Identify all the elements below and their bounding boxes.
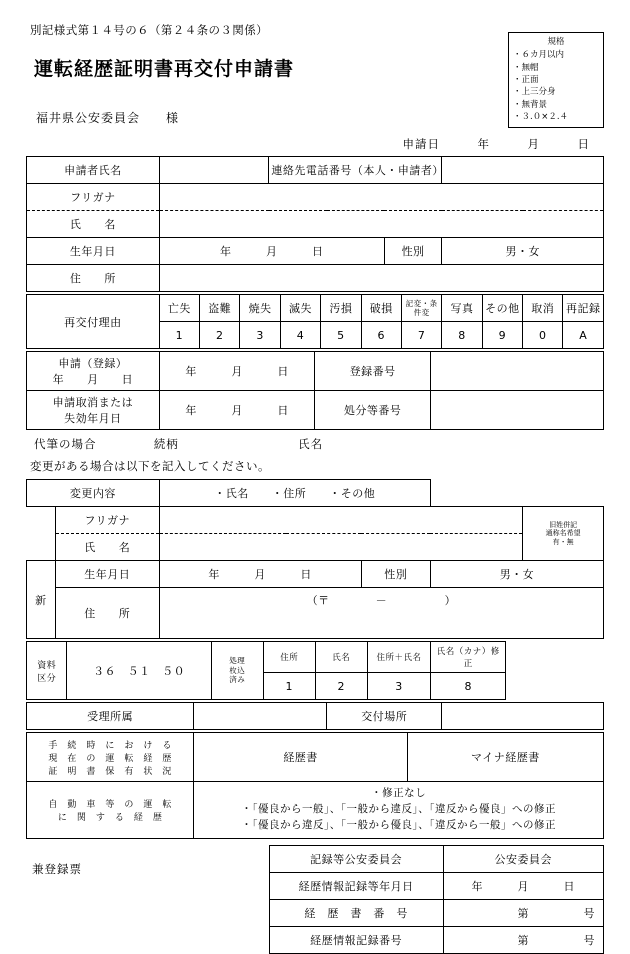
fee-process-label bbox=[211, 642, 263, 700]
new-label: 新 bbox=[27, 561, 56, 639]
apply-reg-label-line1: 申請（登録） bbox=[58, 357, 128, 370]
registration-no-value[interactable] bbox=[430, 352, 603, 391]
fee-col-head: 住所＋氏名 bbox=[367, 642, 431, 673]
fee-col-head: 住所 bbox=[263, 642, 315, 673]
registration-no-label: 登録番号 bbox=[315, 352, 430, 391]
address-label: 住 所 bbox=[27, 265, 160, 292]
furigana-label: フリガナ bbox=[27, 184, 160, 211]
cancel-date-label-line2: 失効年月日 bbox=[64, 412, 122, 425]
fee-col-value[interactable]: 8 bbox=[431, 673, 506, 700]
status-label bbox=[27, 733, 194, 782]
record-value-prefix: 第 bbox=[517, 907, 530, 920]
photo-spec-item: ・ 無背景 bbox=[513, 99, 599, 111]
birth-value[interactable]: 年 月 日 bbox=[159, 238, 384, 265]
disposal-no-label: 処分等番号 bbox=[315, 391, 430, 430]
reissue-table bbox=[26, 294, 604, 349]
reissue-code[interactable]: 5 bbox=[321, 322, 361, 349]
photo-spec-title: 規格 bbox=[547, 37, 565, 47]
office-table bbox=[26, 702, 604, 730]
stamp-line1: 旧姓併記 bbox=[549, 520, 578, 529]
name-value[interactable] bbox=[159, 211, 603, 238]
change-stamp-cell bbox=[523, 507, 604, 561]
status-label-line3: 証 明 書 保 有 状 況 bbox=[48, 766, 172, 777]
reissue-code[interactable]: 1 bbox=[159, 322, 199, 349]
reissue-code[interactable]: 6 bbox=[361, 322, 401, 349]
status-history-table bbox=[26, 732, 604, 839]
photo-spec-box bbox=[508, 32, 604, 128]
history-label-line2: に 関 す る 経 歴 bbox=[57, 813, 163, 823]
change-gender-label: 性別 bbox=[361, 561, 430, 588]
gender-value[interactable]: 男・女 bbox=[442, 238, 604, 265]
stamp-line2: 通称名希望 bbox=[545, 529, 581, 538]
reissue-reason[interactable]: 汚損 bbox=[321, 295, 361, 322]
page-title: 運転経歴証明書再交付申請書 bbox=[34, 58, 295, 80]
fee-col-value[interactable]: 1 bbox=[263, 673, 315, 700]
cancel-date-label-line1: 申請取消または bbox=[52, 396, 134, 409]
reissue-reason[interactable]: 焼失 bbox=[240, 295, 280, 322]
change-content-label: 変更内容 bbox=[27, 480, 160, 507]
new-spacer-mid bbox=[27, 534, 56, 561]
change-address-label: 住 所 bbox=[55, 588, 159, 639]
birth-label: 生年月日 bbox=[27, 238, 160, 265]
reissue-code[interactable]: 0 bbox=[523, 322, 563, 349]
change-birth-value[interactable]: 年 月 日 bbox=[159, 561, 361, 588]
reissue-reason[interactable]: 盗難 bbox=[200, 295, 240, 322]
record-row-value[interactable]: 年 月 日 bbox=[443, 873, 603, 900]
applicant-name-label: 申請者氏名 bbox=[27, 157, 160, 184]
status-col-myna[interactable]: マイナ経歴書 bbox=[407, 733, 603, 782]
record-value-prefix: 第 bbox=[517, 934, 530, 947]
record-value-suffix: 号 bbox=[583, 934, 595, 947]
reissue-reason[interactable]: 取消 bbox=[523, 295, 563, 322]
form-code: 別記様式第１４号の６（第２４条の３関係） bbox=[30, 23, 268, 37]
apply-reg-label-line2: 年 月 日 bbox=[52, 373, 134, 386]
record-row-value[interactable] bbox=[443, 927, 603, 954]
fee-process-line3: 済み bbox=[229, 675, 246, 685]
reissue-code[interactable]: 3 bbox=[240, 322, 280, 349]
receive-office-label: 受理所属 bbox=[27, 703, 194, 730]
applicant-table bbox=[26, 156, 604, 292]
applicant-phone-value[interactable] bbox=[442, 157, 604, 184]
status-label-line2: 現 在 の 運 転 経 歴 bbox=[48, 753, 172, 764]
reissue-reason[interactable]: 記変・条件変 bbox=[401, 295, 441, 322]
name-label: 氏 名 bbox=[27, 211, 160, 238]
history-option[interactable]: ・「優良から一般」、「一般から違反」、「違反から優良」への修正 bbox=[241, 803, 557, 816]
cancel-date-label bbox=[27, 391, 160, 430]
history-label bbox=[27, 782, 194, 839]
receive-office-value[interactable] bbox=[194, 703, 327, 730]
gender-label: 性別 bbox=[384, 238, 442, 265]
fee-class-label bbox=[27, 642, 67, 700]
change-table bbox=[26, 479, 604, 639]
reissue-reason[interactable]: 写真 bbox=[442, 295, 482, 322]
fee-col-value[interactable]: 3 bbox=[367, 673, 431, 700]
change-spacer2 bbox=[523, 480, 604, 507]
fee-numbers[interactable]: ３６ ５１ ５０ bbox=[67, 642, 211, 700]
fee-class-line1: 資料 bbox=[37, 660, 57, 671]
fee-table bbox=[26, 641, 604, 700]
reissue-reason[interactable]: 滅失 bbox=[280, 295, 320, 322]
change-furigana-label: フリガナ bbox=[55, 507, 159, 534]
change-content-options[interactable]: ・氏名 ・住所 ・その他 bbox=[159, 480, 430, 507]
disposal-no-value[interactable] bbox=[430, 391, 603, 430]
record-table bbox=[269, 845, 604, 954]
registration-table bbox=[26, 351, 604, 430]
fee-col-head: 氏名 bbox=[315, 642, 367, 673]
fee-class-line2: 区分 bbox=[37, 673, 57, 684]
reissue-reason[interactable]: 亡失 bbox=[159, 295, 199, 322]
record-row-label: 記録等公安委員会 bbox=[269, 846, 443, 873]
fee-col-head: 氏名（カナ）修正 bbox=[431, 642, 506, 673]
reissue-code[interactable]: A bbox=[563, 322, 604, 349]
furigana-value[interactable] bbox=[159, 184, 603, 211]
reissue-reason[interactable]: 破損 bbox=[361, 295, 401, 322]
status-col-keirekisho[interactable]: 経歴書 bbox=[194, 733, 407, 782]
addressee: 福井県公安委員会 様 bbox=[36, 111, 180, 125]
reissue-code[interactable]: 4 bbox=[280, 322, 320, 349]
proxy-label: 代筆の場合 bbox=[34, 437, 97, 451]
reissue-code[interactable]: 8 bbox=[442, 322, 482, 349]
photo-spec-item: ・ 正面 bbox=[513, 74, 599, 86]
change-name-value[interactable] bbox=[159, 534, 522, 561]
status-label-line1: 手 続 時 に お け る bbox=[48, 740, 172, 751]
record-row-value[interactable]: 公安委員会 bbox=[443, 846, 603, 873]
cancel-date-value[interactable]: 年 月 日 bbox=[159, 391, 315, 430]
record-row-label: 経 歴 書 番 号 bbox=[269, 900, 443, 927]
reissue-code[interactable]: 9 bbox=[482, 322, 522, 349]
footer-label: 兼登録票 bbox=[32, 862, 82, 876]
record-row-label: 経歴情報記録等年月日 bbox=[269, 873, 443, 900]
history-option[interactable]: ・修正なし bbox=[371, 787, 427, 800]
fee-process-line2: 枚込 bbox=[229, 665, 246, 675]
proxy-relation-label: 続柄 bbox=[153, 437, 179, 451]
applicant-phone-label: 連絡先電話番号（本人・申請者） bbox=[269, 157, 442, 184]
photo-spec-item: ・ ３.０×２.４ bbox=[513, 111, 599, 123]
fee-col-value[interactable]: 2 bbox=[315, 673, 367, 700]
proxy-name-label: 氏名 bbox=[298, 437, 324, 451]
photo-spec-item: ・ ６カ月以内 bbox=[513, 49, 599, 61]
issue-place-label: 交付場所 bbox=[327, 703, 442, 730]
change-name-label: 氏 名 bbox=[55, 534, 159, 561]
fee-spacer bbox=[506, 642, 604, 700]
reissue-reason[interactable]: その他 bbox=[482, 295, 522, 322]
proxy-row bbox=[34, 436, 604, 452]
reissue-code[interactable]: 2 bbox=[200, 322, 240, 349]
stamp-line3[interactable]: 有・無 bbox=[552, 537, 574, 546]
history-label-line1: 自 動 車 等 の 運 転 bbox=[48, 800, 172, 810]
applicant-name-value[interactable] bbox=[159, 157, 269, 184]
photo-spec-item: ・ 無帽 bbox=[513, 62, 599, 74]
reissue-label: 再交付理由 bbox=[27, 295, 160, 349]
record-row-value[interactable] bbox=[443, 900, 603, 927]
reissue-code[interactable]: 7 bbox=[401, 322, 441, 349]
record-row-label: 経歴情報記録番号 bbox=[269, 927, 443, 954]
change-note: 変更がある場合は以下を記入してください。 bbox=[30, 459, 270, 473]
change-address-value[interactable]: （〒 － ） bbox=[159, 588, 603, 639]
history-option[interactable]: ・「優良から違反」、「一般から優良」、「違反から一般」への修正 bbox=[241, 818, 557, 831]
change-spacer bbox=[430, 480, 522, 507]
change-birth-label: 生年月日 bbox=[55, 561, 159, 588]
reissue-reason[interactable]: 再記録 bbox=[563, 295, 604, 322]
change-gender-value[interactable]: 男・女 bbox=[430, 561, 603, 588]
apply-reg-label bbox=[27, 352, 160, 391]
history-options[interactable] bbox=[194, 782, 604, 839]
new-spacer-top bbox=[27, 507, 56, 534]
apply-reg-value[interactable]: 年 月 日 bbox=[159, 352, 315, 391]
address-value[interactable] bbox=[159, 265, 603, 292]
photo-spec-item: ・ 上三分身 bbox=[513, 86, 599, 98]
record-value-suffix: 号 bbox=[583, 907, 595, 920]
apply-date-label: 申請日 年 月 日 bbox=[402, 137, 590, 151]
fee-process-line1: 処理 bbox=[229, 656, 246, 666]
issue-place-value[interactable] bbox=[442, 703, 604, 730]
change-furigana-value[interactable] bbox=[159, 507, 522, 534]
